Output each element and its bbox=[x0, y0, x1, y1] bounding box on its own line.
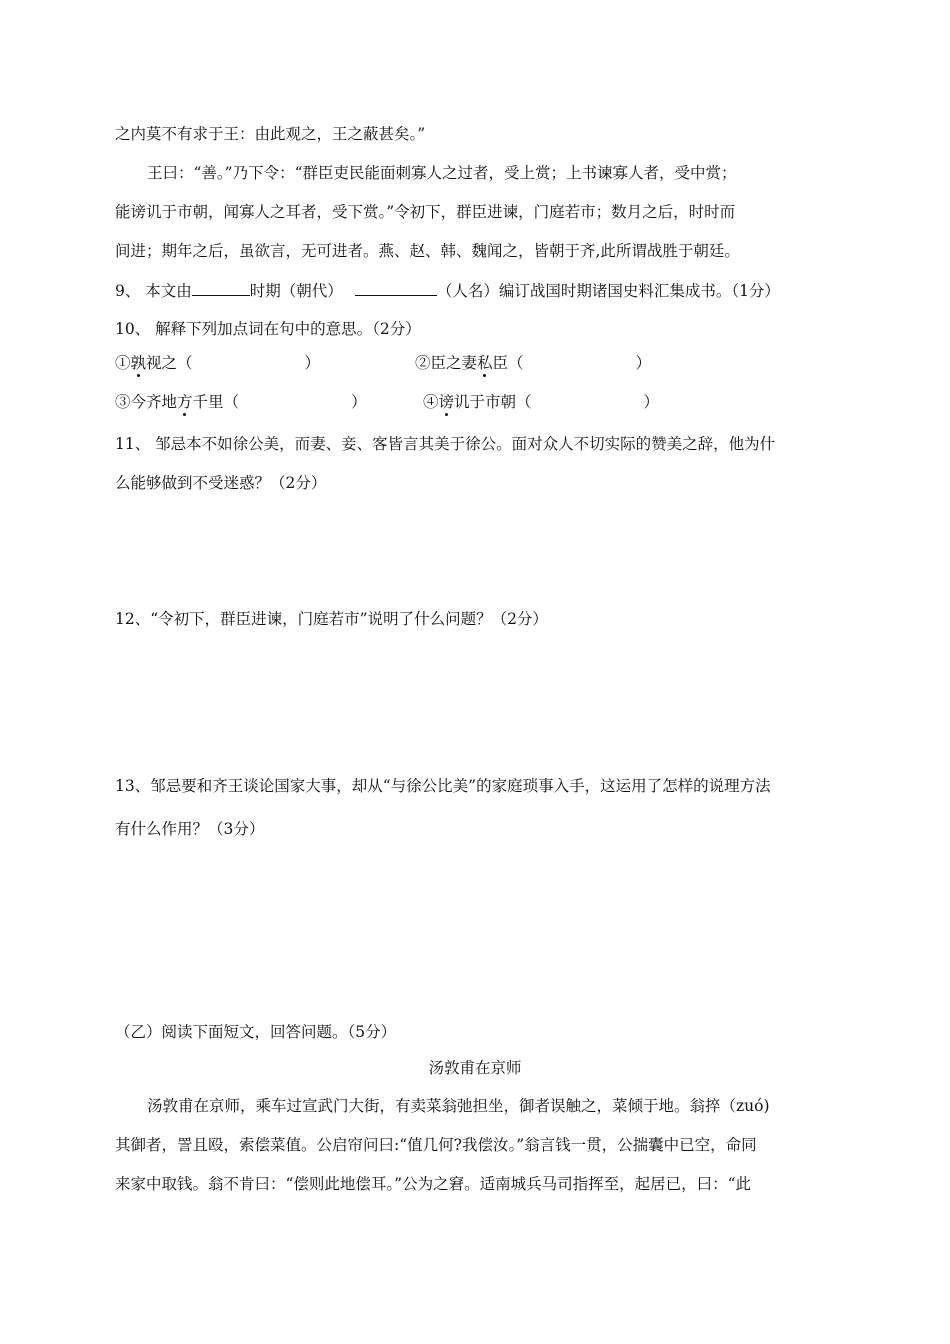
question-13-line-1: 13、邹忌要和齐王谈论国家大事，却从“与徐公比美”的家庭琐事入手，这运用了怎样的说理方法 bbox=[115, 777, 771, 795]
section-b-title: 汤敦甫在京师 bbox=[428, 1059, 522, 1077]
question-9 bbox=[115, 281, 780, 301]
question-11-line-2: 么能够做到不受迷惑？（2分） bbox=[115, 474, 327, 492]
passage-line-4: 间进；期年之后，虽欲言，无可进者。燕、赵、韩、魏闻之，皆朝于齐,此所谓战胜于朝廷。 bbox=[115, 242, 740, 260]
answer-blank-author[interactable] bbox=[355, 281, 437, 296]
question-9-mid: 时期（朝代） bbox=[249, 282, 343, 300]
dotted-word: 孰 bbox=[130, 354, 147, 372]
question-11-line-1: 11、 邹忌本不如徐公美，而妻、妾、客皆言其美于徐公。面对众人不切实际的赞美之辞，他为什 bbox=[115, 435, 776, 453]
section-b-line-1: 汤敦甫在京师，乘车过宣武门大街，有卖菜翁弛担坐，御者误触之，菜倾于地。翁捽（zuó) bbox=[147, 1097, 770, 1115]
passage-line-2: 王曰：“善。”乃下令：“群臣吏民能面刺寡人之过者，受上赏；上书谏寡人者，受中赏； bbox=[147, 164, 737, 182]
question-10: 10、 解释下列加点词在句中的意思。（2分） bbox=[115, 320, 421, 338]
dotted-word: 方 bbox=[177, 393, 193, 411]
question-9-suffix: （人名）编订战国时期诸国史料汇集成书。（1分） bbox=[436, 282, 780, 300]
question-10-item-1: ①孰视之（ ） bbox=[115, 354, 321, 372]
section-b-heading: （乙）阅读下面短文，回答问题。（5分） bbox=[115, 1023, 397, 1041]
section-b-line-3: 来家中取钱。翁不肯曰：“偿则此地偿耳。”公为之窘。适南城兵马司指挥至，起居已，曰：“此 bbox=[115, 1175, 752, 1193]
question-13-line-2: 有什么作用？（3分） bbox=[115, 820, 265, 838]
question-10-item-2: ②臣之妻私臣（ ） bbox=[415, 354, 652, 372]
question-10-item-4: ④谤讥于市朝（ ） bbox=[423, 393, 660, 411]
passage-line-3: 能谤讥于市朝，闻寡人之耳者，受下赏。”令初下，群臣进谏，门庭若市；数月之后，时时而 bbox=[115, 203, 736, 221]
answer-blank-dynasty[interactable] bbox=[192, 281, 250, 296]
dotted-word: 谤 bbox=[438, 393, 455, 411]
question-9-prefix: 9、 本文由 bbox=[115, 282, 192, 300]
passage-line-1: 之内莫不有求于王：由此观之，王之蔽甚矣。” bbox=[115, 125, 426, 143]
question-12: 12、“令初下，群臣进谏，门庭若市”说明了什么问题？（2分） bbox=[115, 610, 548, 628]
question-10-item-3: ③今齐地方千里（ ） bbox=[115, 393, 367, 411]
dotted-word: 私 bbox=[477, 354, 493, 372]
section-b-line-2: 其御者，詈且殴，索偿菜值。公启帘问曰:“值几何?我偿汝。”翁言钱一贯，公揣囊中已空，命同 bbox=[115, 1136, 757, 1154]
